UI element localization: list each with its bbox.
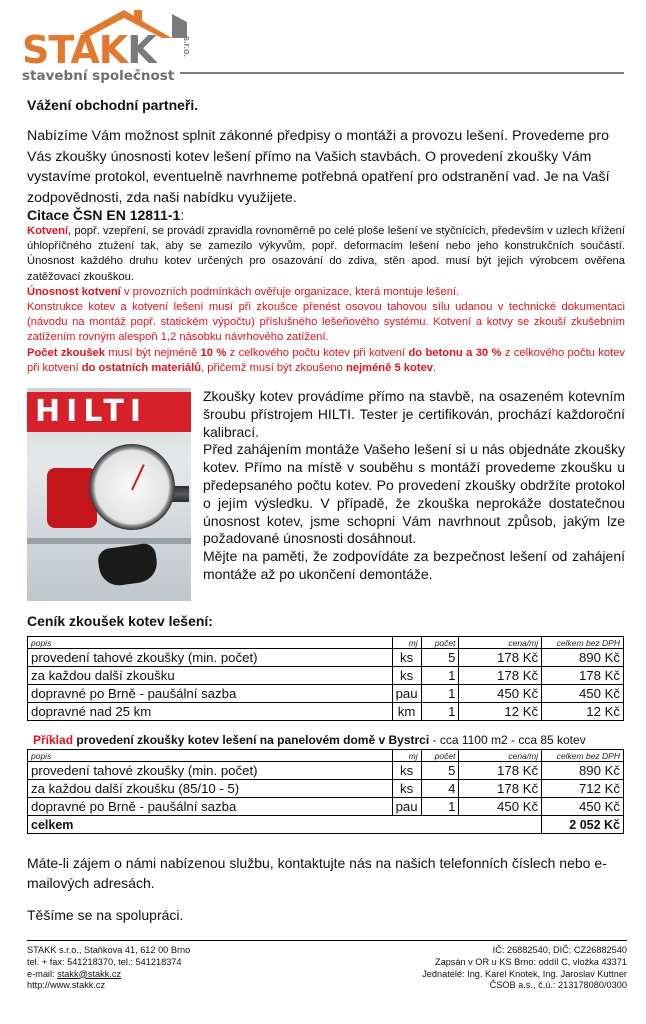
hilti-banner: [27, 392, 191, 432]
table-header-row: [28, 750, 624, 762]
cell-celkem: 450 Kč: [542, 685, 624, 703]
cell-popis: za každou další zkoušku: [28, 667, 393, 685]
cell-pocet: 1: [421, 703, 459, 721]
thanks-line: Těšíme se na spolupráci.: [27, 907, 184, 923]
example-text: provedení zkoušky kotev lešení na panelovém domě v Bystrci: [73, 733, 430, 747]
cell-pocet: 5: [421, 762, 459, 780]
cell-popis: provedení tahové zkoušky (min. počet): [28, 649, 393, 667]
citation-p1-rest: , popř. vzepření, se provádí zpravidla rovnoměrně po celé ploše lešení ve styčnících, především v uzlech křížení úhlopříčného ztužení tak, aby se zamezilo výkyvům, popř. deformacím lešení nebo jeho konstrukčních součástí. Únosnost každého druhu kotev určených pro osazování do zdiva, stěn apod. musí být jejich výrobcem ověřena zatěžovací zkouškou.: [27, 225, 625, 283]
total-label: celkem: [28, 816, 542, 834]
cell-pocet: 1: [421, 798, 459, 816]
intro-paragraph: Nabízíme Vám možnost splnit zákonné předpisy o montáži a provozu lešení. Provedeme pro Vás zkoušky únosnosti kotev lešení přímo na Vašich stavbách. O provedení zkoušky Vám vystavíme protokol, eventuelně navrhneme potřebná opatření pro odstranění vad. Je na Vaší zodpovědnosti, zda naši nabídku využijete.: [27, 128, 610, 206]
table-row: [28, 798, 624, 816]
citation-p4-b: musí být nejméně: [104, 346, 201, 359]
col-header-celkem: celkem bez DPH: [542, 750, 624, 762]
citation-p4-f: z celkového počtu kotev při kotvení: [27, 346, 626, 374]
example-heading: [33, 733, 586, 747]
cell-popis: dopravné nad 25 km: [28, 703, 393, 721]
citation-p4-i: nejméně 5 kotev: [345, 361, 434, 374]
cell-popis: dopravné po Brně - paušální sazba: [28, 685, 393, 703]
example-label: Příklad: [33, 733, 74, 747]
citation-p4-j: .: [433, 361, 437, 374]
citation-text: [27, 224, 625, 376]
citation-p4-a: Počet zkoušek: [27, 346, 105, 359]
cell-cena: 450 Kč: [459, 798, 542, 816]
citation-title-colon: :: [180, 207, 185, 223]
photo-stripe: [27, 538, 191, 544]
total-value: 2 052 Kč: [542, 816, 624, 834]
footer-ico: IČ: 26882540, DIČ: CZ26882540: [492, 945, 627, 955]
col-header-mj: mj: [392, 750, 421, 762]
cell-mj: ks: [392, 762, 421, 780]
cell-pocet: 1: [421, 685, 459, 703]
footer-email-prefix: e-mail:: [27, 968, 58, 979]
citation-p4-d: z celkového počtu kotev při kotvení: [226, 346, 409, 359]
table-row: [28, 685, 624, 703]
col-header-pocet: počet: [421, 637, 459, 649]
price-list-title: Ceník zkoušek kotev lešení:: [27, 613, 213, 629]
example-table: [27, 749, 624, 834]
header-divider: [180, 72, 624, 74]
logo-word-accent: K: [127, 28, 156, 72]
citation-title: [27, 207, 184, 223]
table-header-row: [28, 637, 624, 649]
table-row: [28, 762, 624, 780]
cell-pocet: 4: [421, 780, 459, 798]
cell-mj: pau: [392, 685, 421, 703]
col-header-celkem: celkem bez DPH: [542, 637, 624, 649]
cell-popis: za každou další zkoušku (85/10 - 5): [28, 780, 393, 798]
cell-mj: ks: [392, 780, 421, 798]
citation-paragraph-2: [27, 285, 625, 300]
citation-p4-g: do ostatních materiálů: [81, 361, 202, 374]
col-header-mj: mj: [392, 637, 421, 649]
table-row: [28, 703, 624, 721]
cell-cena: 12 Kč: [459, 703, 542, 721]
table-total-row: [28, 816, 624, 834]
table-row: [28, 649, 624, 667]
footer-website[interactable]: http://www.stakk.cz: [27, 980, 106, 991]
footer-divider: [27, 940, 627, 941]
logo-sro: s.r.o.: [182, 36, 192, 58]
citation-paragraph-3: Konstrukce kotev a kotvení lešení musí při zkoušce přenést osovou tahovou sílu udanou v technické dokumentaci (návodu na montáž popř. statickém výpočtu) příslušného lešeňového systému. Kotvení a kotvy se zkouší zkušebním zatížením rovným alespoň 1,2 násobku návrhového zatížení.: [27, 301, 625, 344]
cell-celkem: 890 Kč: [542, 762, 624, 780]
citation-p4-e: do betonu a 30 %: [408, 346, 502, 359]
cell-mj: ks: [392, 667, 421, 685]
footer-bank: ČSOB a.s., č.ú.: 213178080/0300: [489, 980, 627, 991]
cell-cena: 178 Kč: [459, 667, 542, 685]
hilti-paragraph-3: Mějte na paměti, že zodpovídáte za bezpečnost lešení od zahájení montáže až po ukončení demontáže.: [203, 548, 625, 582]
closing-paragraph: Máte-li zájem o námi nabízenou službu, kontaktujte nás na našich telefonních číslech nebo e-mailových adresách.: [27, 855, 607, 891]
company-logo: [22, 8, 202, 84]
cell-pocet: 5: [421, 649, 459, 667]
logo-word-main: STAK: [22, 28, 128, 72]
citation-paragraph-1: [27, 224, 625, 285]
citation-p2-rest: v provozních podmínkách ověřuje organizace, která montuje lešení.: [120, 285, 460, 298]
footer-registration: [422, 945, 627, 992]
citation-p1-bold: Kotvení: [27, 225, 69, 237]
cell-cena: 450 Kč: [459, 685, 542, 703]
cell-popis: provedení tahové zkoušky (min. počet): [28, 762, 393, 780]
hilti-paragraph-2: Před zahájením montáže Vašeho lešení si u nás objednáte zkoušky kotev. Přímo na místě v souběhu s montáží provedeme zkoušku u předepsaného počtu kotev. Po provedení zkoušky obdržíte protokol o jejím výsledku. V případě, že zkouška neprokáže dostatečnou únosnost kotev, jsme schopni Vám navrhnout způsob, jakým lze požadované únosnosti dosáhnout.: [203, 441, 625, 547]
cell-pocet: 1: [421, 667, 459, 685]
col-header-cena: cena/mj: [459, 637, 542, 649]
greeting: Vážení obchodní partneři.: [27, 97, 199, 113]
footer-directors: Jednatelé: Ing. Karel Knotek, Ing. Jaroslav Kuttner: [422, 968, 627, 979]
hilti-description: [203, 388, 625, 584]
col-header-cena: cena/mj: [459, 750, 542, 762]
hilti-logo-text: HILTI: [35, 394, 148, 429]
cell-popis: dopravné po Brně - paušální sazba: [28, 798, 393, 816]
cell-cena: 178 Kč: [459, 762, 542, 780]
col-header-popis: popis: [28, 750, 393, 762]
cell-celkem: 890 Kč: [542, 649, 624, 667]
cell-celkem: 450 Kč: [542, 798, 624, 816]
logo-wordmark: [22, 30, 156, 70]
footer-address: STAKK s.r.o., Staňkova 41, 612 00 Brno: [27, 945, 191, 955]
tester-handle: [97, 542, 160, 588]
citation-p4-c: 10 %: [200, 346, 227, 359]
citation-title-text: Citace ČSN EN 12811-1: [27, 207, 181, 223]
table-row: [28, 780, 624, 798]
logo-subtitle: stavební společnost: [22, 68, 175, 84]
cell-cena: 178 Kč: [459, 649, 542, 667]
footer-register: Zapsán v OR u KS Brno: oddíl C, vložka 43371: [434, 956, 627, 967]
col-header-popis: popis: [28, 637, 393, 649]
cell-mj: km: [392, 703, 421, 721]
cell-cena: 178 Kč: [459, 780, 542, 798]
cell-mj: pau: [392, 798, 421, 816]
cell-celkem: 712 Kč: [542, 780, 624, 798]
hilti-paragraph-1: Zkoušky kotev provádíme přímo na stavbě, na osazeném kotevním šroubu přístrojem HILTI. Tester je certifikován, prochází každoroční kalibrací.: [203, 388, 625, 440]
cell-mj: ks: [392, 649, 421, 667]
table-row: [28, 667, 624, 685]
cell-celkem: 178 Kč: [542, 667, 624, 685]
example-rest: - cca 1100 m2 - cca 85 kotev: [429, 733, 586, 747]
footer-phone: tel. + fax: 541218370, tel.: 541218374: [27, 956, 182, 967]
footer-email-line: [27, 969, 190, 981]
hilti-tester-photo: [27, 388, 191, 601]
footer-contact: [27, 945, 190, 992]
citation-p2-bold: Únosnost kotvení: [27, 285, 121, 298]
price-table: [27, 636, 624, 721]
footer-email-link[interactable]: stakk@stakk.cz: [57, 968, 122, 979]
col-header-pocet: počet: [421, 750, 459, 762]
citation-paragraph-4: [27, 346, 625, 376]
citation-p4-h: , přičemž musí být zkoušeno: [201, 361, 346, 374]
cell-celkem: 12 Kč: [542, 703, 624, 721]
